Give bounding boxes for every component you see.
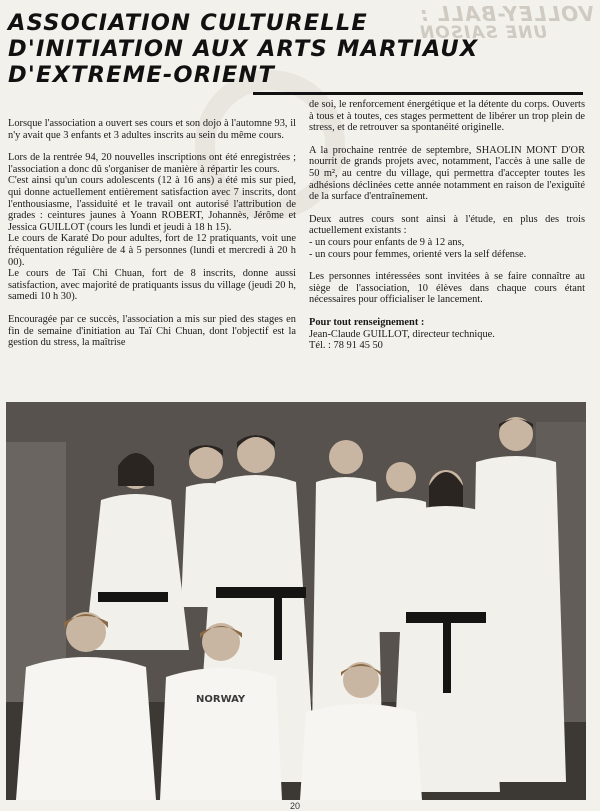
paragraph: Encouragée par ce succès, l'association a mis sur pied des stages en fin de semaine d'initiation au Taï Chi Chuan, dont l'objectif est la gestion du stress, la maîtrise bbox=[8, 313, 296, 349]
left-column bbox=[8, 118, 296, 360]
paragraph: A la prochaine rentrée de septembre, SHAOLIN MONT D'OR nourrit de grands projets avec, notamment, l'accès à une salle de 50 m², au centre du village, qui permettra d'accepter toutes les adhésions déclinées cette année notamment en raison de l'exiguïté de la surface d'entraînement. bbox=[309, 144, 585, 203]
group-photo bbox=[6, 402, 586, 800]
paragraph: Lorsque l'association a ouvert ses cours et son dojo à l'automne 93, il n'y avait que 3 enfants et 3 adultes inscrits au sein du même cours. bbox=[8, 118, 296, 141]
title-rule bbox=[253, 92, 583, 95]
paragraph: Lors de la rentrée 94, 20 nouvelles inscriptions ont été enregistrées ; l'association a donc dû s'organiser de manière à répartir les cours. bbox=[8, 152, 296, 175]
contact-block bbox=[309, 317, 585, 352]
paragraph: C'est ainsi qu'un cours adolescents (12 à 16 ans) a été mis sur pied, qui donne actuellement entièrement satisfaction avec 7 inscrits, dont l'enthousiasme, l'assiduité et le travail ont autorisé l'attribution de grades : ceintures jaunes à Yoann ROBERT, Johannès, Jérôme et Jessica GUILLOT (cours les lundi et jeudi à 18 h 15). bbox=[8, 175, 296, 233]
article-title bbox=[8, 10, 478, 88]
contact-phone: Tél. : 78 91 45 50 bbox=[309, 340, 383, 352]
shirt-print: NORWAY bbox=[196, 694, 246, 705]
paragraph: Le cours de Taï Chi Chuan, fort de 8 inscrits, donne aussi satisfaction, avec majorité de pratiquants issus du village (jeudi 20 h, samedi 10 h 30). bbox=[8, 268, 296, 303]
title-line-3: D'EXTREME-ORIENT bbox=[8, 62, 275, 88]
paragraph: de soi, le renforcement énergétique et la détente du corps. Ouverts à tous et à toutes, ces stages permettent de libérer un trop plein de stress, et de retrouver sa spontanéité originelle. bbox=[309, 99, 585, 134]
ghost-line-1: VOLLEY-BALL : bbox=[418, 2, 594, 26]
contact-name: Jean-Claude GUILLOT, directeur technique. bbox=[309, 328, 495, 340]
paragraph: Le cours de Karaté Do pour adultes, fort de 12 pratiquants, voit une fréquentation régulière de 4 à 5 personnes (lundi et mercredi à 20 h 00). bbox=[8, 233, 296, 268]
list-intro: Deux autres cours sont ainsi à l'étude, en plus des trois actuellement existants : bbox=[309, 213, 585, 237]
title-line-2: D'INITIATION AUX ARTS MARTIAUX bbox=[8, 36, 479, 62]
list-paragraph bbox=[309, 214, 585, 260]
group-photo-illustration bbox=[6, 402, 586, 800]
title-line-1: ASSOCIATION CULTURELLE bbox=[8, 10, 368, 36]
page-number: 20 bbox=[290, 801, 301, 811]
list-item: - un cours pour enfants de 9 à 12 ans, bbox=[309, 236, 465, 248]
paragraph: Les personnes intéressées sont invitées à se faire connaître au siège de l'association, 10 élèves dans chaque cours étant nécessaires pour officialiser le lancement. bbox=[309, 271, 585, 306]
right-column bbox=[309, 99, 585, 363]
ghost-line-2: UNE SAISON bbox=[418, 23, 547, 43]
contact-heading: Pour tout renseignement : bbox=[309, 316, 425, 328]
list-item: - un cours pour femmes, orienté vers la self défense. bbox=[309, 248, 527, 260]
